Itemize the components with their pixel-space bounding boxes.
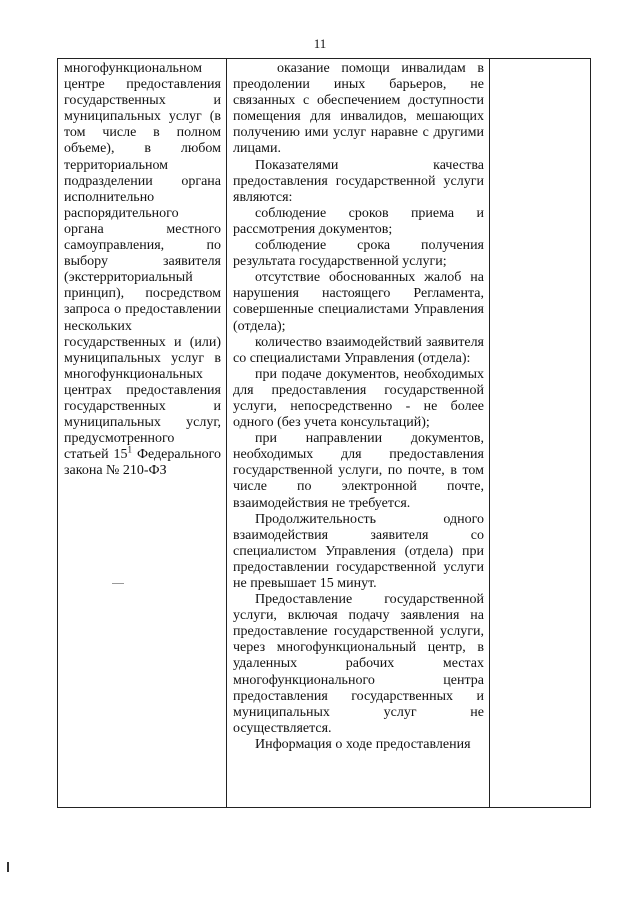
paragraph-result-deadline: соблюдение срока получения результата государственной услуги; [233,238,484,270]
left-cell-text [64,61,221,479]
paragraph-mail-submission: при направлении документов, необходимых для предоставления государственной услуги, по почте, в том числе по электронной почте, взаимодействия не требуется. [233,431,484,511]
paragraph-duration: Продолжительность одного взаимодействия заявителя со специалистом Управления (отдела) при предоставлении государственной услуги не превышает 15 минут. [233,511,484,591]
left-cell-text-tail: Федерального закона № 210-ФЗ [64,447,221,479]
paragraph-mfc: Предоставление государственной услуги, включая подачу заявления на предоставление государственной услуги, через многофункциональный центр, в удаленных рабочих местах многофункционального центра предоставления государственных и муниципальных услуг не осуществляется. [233,592,484,736]
middle-column [227,59,490,807]
article-superscript: 1 [127,444,133,455]
regulation-table [57,58,591,808]
left-cell-text-main: многофункциональном центре предоставления государственных и муниципальных услуг (в том числе в полном объеме), в любом территориальном подразделении органа исполнительно распорядительного органа местного самоуправления, по выбору заявителя (экстерриториальный принцип), посредством запроса о предоставлении нескольких государственных и (или) муниципальных услуг в многофункциональных центрах предоставления государственных и муниципальных услуг, предусмотренного статьей 15 [64,61,221,463]
left-column [58,59,227,807]
margin-mark [7,862,9,872]
paragraph-progress-info: Информация о ходе предоставления [255,736,471,752]
paragraph-assistance: оказание помощи инвалидам в преодолении иных барьеров, не связанных с обеспечением доступности помещения для инвалидов, мешающих получению ими услуг наравне с другими лицами. [233,61,484,157]
paragraph-submission: при подаче документов, необходимых для предоставления государственной услуги, непосредственно - не более одного (без учета консультаций); [233,366,484,431]
paragraph-deadlines: соблюдение сроков приема и рассмотрения документов; [233,205,484,237]
right-column [490,59,590,807]
page-number: 11 [313,36,327,51]
paragraph-quality-indicators: Показателями качества предоставления государственной услуги являются: [233,157,484,205]
scan-artifact [112,583,124,584]
paragraph-complaints: отсутствие обоснованных жалоб на нарушения настоящего Регламента, совершенные специалистами Управления (отдела); [233,270,484,334]
paragraph-interactions: количество взаимодействий заявителя со специалистами Управления (отдела): [233,334,484,366]
